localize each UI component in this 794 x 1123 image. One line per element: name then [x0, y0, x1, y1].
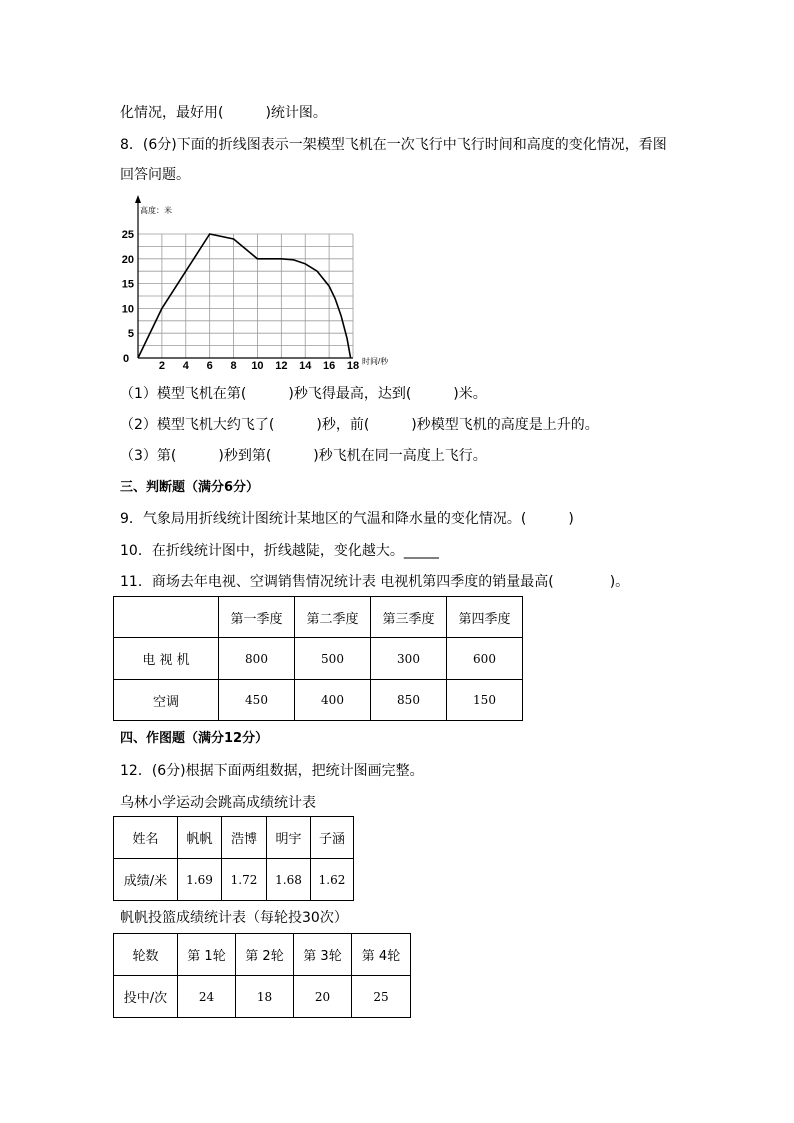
- y-tick-label: 5: [127, 328, 134, 341]
- x-tick-label: 4: [182, 360, 189, 372]
- sales-table: [113, 596, 523, 721]
- q8-sub2-text: （2）模型飞机大约飞了( )秒，前( )秒模型飞机的高度是上升的。: [120, 417, 599, 433]
- y-axis-label: 高度：米: [140, 206, 172, 215]
- q12-text: 12．(6分)根据下面两组数据，把统计图画完整。: [120, 763, 424, 779]
- q8-text-line2: 回答问题。: [120, 167, 190, 183]
- table-row: [114, 976, 411, 1018]
- table-row: [114, 638, 523, 680]
- q7-tail-text: 化情况，最好用( )统计图。: [120, 105, 327, 121]
- table-cell: 600: [447, 638, 523, 680]
- table-cell: 明宇: [267, 817, 311, 859]
- table-cell: 1.72: [222, 859, 267, 901]
- table-cell: 1.62: [311, 859, 354, 901]
- y-tick-label: 15: [121, 278, 134, 291]
- table-cell: 成绩/米: [114, 859, 178, 901]
- high-jump-table: [113, 816, 354, 901]
- table-cell: 第四季度: [447, 597, 523, 638]
- section3-heading: 三、判断题（满分6分）: [120, 480, 260, 495]
- table-cell: 20: [294, 976, 352, 1018]
- table-cell: 400: [295, 680, 371, 721]
- table-cell: 轮数: [114, 934, 178, 976]
- table-cell: 18: [236, 976, 294, 1018]
- table-cell: 850: [371, 680, 447, 721]
- table-cell: 25: [352, 976, 411, 1018]
- table-cell: 浩博: [222, 817, 267, 859]
- y-tick-label: 25: [121, 229, 134, 241]
- x-tick-label: 8: [230, 360, 237, 372]
- y-axis-arrow: [135, 195, 141, 203]
- x-tick-label: 2: [158, 360, 165, 372]
- table-cell: 姓名: [114, 817, 178, 859]
- table-cell: 1.68: [267, 859, 311, 901]
- table-cell: 300: [371, 638, 447, 680]
- basketball-table: [113, 933, 411, 1018]
- x-tick-label: 12: [275, 360, 288, 372]
- x-tick-label: 14: [299, 360, 312, 372]
- q8-text-line1: 8．(6分)下面的折线图表示一架模型飞机在一次飞行中飞行时间和高度的变化情况，看图: [120, 137, 667, 153]
- table-header-row: [114, 934, 411, 976]
- table-cell: 第 3轮: [294, 934, 352, 976]
- q9-text: 9．气象局用折线统计图统计某地区的气温和降水量的变化情况。( ): [120, 511, 574, 527]
- q8-sub3-text: （3）第( )秒到第( )秒飞机在同一高度上飞行。: [120, 448, 487, 464]
- chart-ticks: [122, 229, 359, 372]
- table-cell: 24: [178, 976, 236, 1018]
- table-cell: 第一季度: [219, 597, 295, 638]
- x-tick-label: 10: [251, 360, 264, 372]
- table-cell: 800: [219, 638, 295, 680]
- table2-title: 乌林小学运动会跳高成绩统计表: [120, 795, 316, 811]
- table-cell: 150: [447, 680, 523, 721]
- x-axis-label: 时间/秒: [362, 357, 389, 366]
- x-tick-label: 6: [206, 360, 213, 372]
- table-row: [114, 859, 354, 901]
- x-tick-label: 18: [346, 360, 360, 372]
- origin-label: 0: [122, 353, 130, 365]
- table-cell: 500: [295, 638, 371, 680]
- table-cell: 空调: [114, 680, 219, 721]
- q11-text: 11．商场去年电视、空调销售情况统计表 电视机第四季度的销量最高( )。: [120, 574, 630, 590]
- table-cell: 第 2轮: [236, 934, 294, 976]
- section4-heading: 四、作图题（满分12分）: [120, 731, 269, 746]
- table-cell: 帆帆: [178, 817, 222, 859]
- table-cell: 子涵: [311, 817, 354, 859]
- q8-sub1-text: （1）模型飞机在第( )秒飞得最高，达到( )米。: [120, 386, 487, 402]
- table3-title: 帆帆投篮成绩统计表（每轮投30次）: [120, 910, 348, 926]
- table-cell: 第三季度: [371, 597, 447, 638]
- table-cell: 第 4轮: [352, 934, 411, 976]
- table-row: [114, 680, 523, 721]
- q10-text: 10．在折线统计图中，折线越陡，变化越大。_____: [120, 543, 439, 559]
- table-cell: 第 1轮: [178, 934, 236, 976]
- flight-height-line-chart: [118, 192, 408, 372]
- table-cell: 450: [219, 680, 295, 721]
- x-tick-label: 16: [322, 360, 336, 372]
- table-cell: [114, 597, 219, 638]
- y-tick-label: 20: [121, 253, 134, 266]
- table-cell: 1.69: [178, 859, 222, 901]
- table-cell: 电 视 机: [114, 638, 219, 680]
- table-header-row: [114, 597, 523, 638]
- table-header-row: [114, 817, 354, 859]
- table-cell: 第二季度: [295, 597, 371, 638]
- y-tick-label: 10: [121, 303, 134, 316]
- table-cell: 投中/次: [114, 976, 178, 1018]
